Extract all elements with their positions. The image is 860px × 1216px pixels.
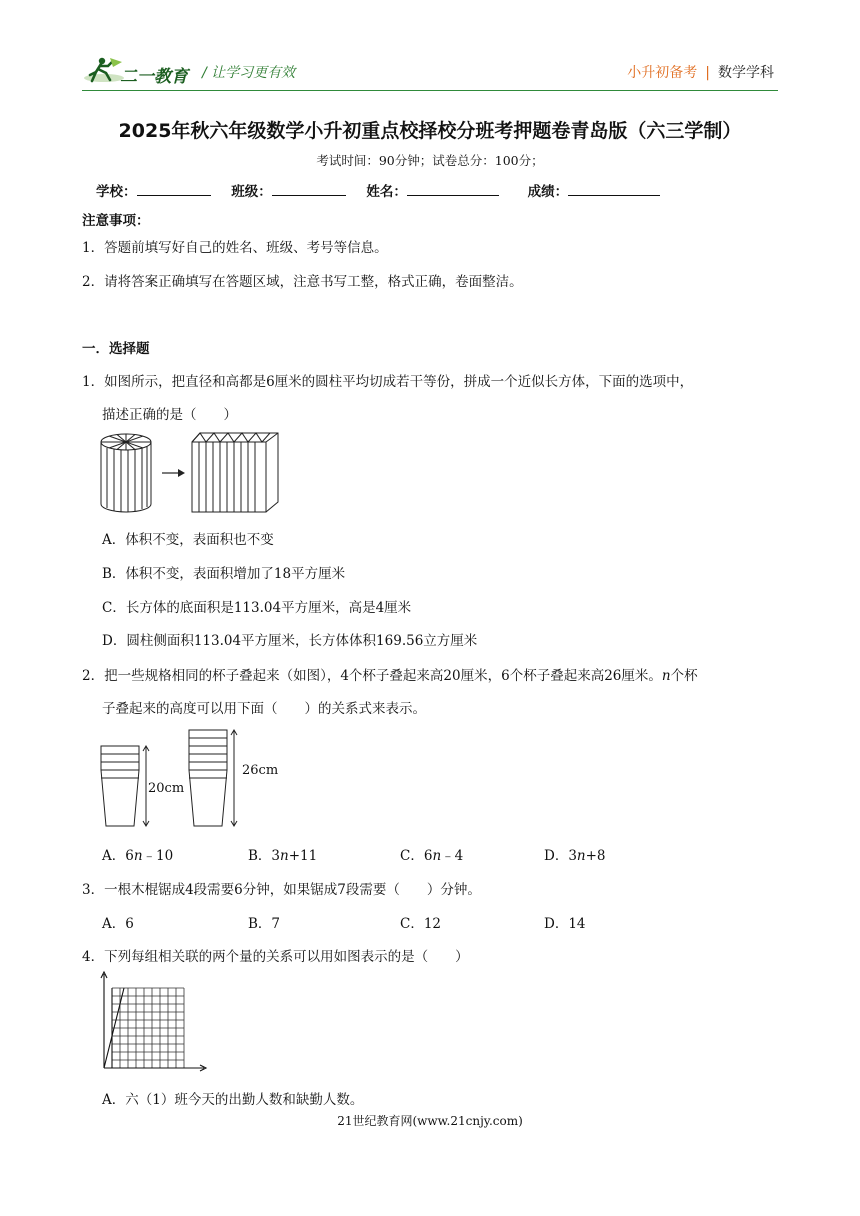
option-letter: B． xyxy=(248,848,272,864)
option-coef: 6 xyxy=(125,848,134,864)
question-3-stem: 3．一根木棍锯成4段需要6分钟，如果锯成7段需要（ ）分钟。 xyxy=(82,882,481,898)
question-2-stem-cont: 子叠起来的高度可以用下面（ ）的关系式来表示。 xyxy=(102,701,426,717)
class-label: 班级： xyxy=(231,184,272,200)
question-3-option-a[interactable]: A．6 xyxy=(102,916,134,932)
question-4-option-a[interactable]: A．六（1）班今天的出勤人数和缺勤人数。 xyxy=(102,1092,364,1108)
option-const: ﹣10 xyxy=(142,848,174,864)
question-2-option-a[interactable] xyxy=(102,844,173,864)
score-label: 成绩： xyxy=(527,184,569,200)
header-right xyxy=(627,62,774,82)
cups-4-height-label: 20cm xyxy=(148,781,185,796)
logo-text: 二一教育 xyxy=(120,67,188,87)
question-3-option-c[interactable]: C．12 xyxy=(400,916,442,932)
question-1-stem: 1．如图所示，把直径和高都是6厘米的圆柱平均切成若干等份，拼成一个近似长方体，下面的选项中， xyxy=(82,374,694,390)
question-1-stem-cont: 描述正确的是（ ） xyxy=(102,407,237,423)
notice-heading: 注意事项： xyxy=(82,213,150,229)
logo xyxy=(82,54,192,88)
question-3-option-d[interactable]: D．14 xyxy=(544,916,586,932)
school-label: 学校： xyxy=(96,184,137,200)
section-title: 一．选择题 xyxy=(82,341,150,357)
option-const: +11 xyxy=(288,848,318,864)
header-tag: 小升初备考 xyxy=(627,65,698,81)
cylinder-to-cuboid-figure xyxy=(96,428,286,520)
option-coef: 3 xyxy=(568,848,577,864)
question-1-option-c[interactable]: C．长方体的底面积是113.04平方厘米，高是4厘米 xyxy=(102,600,412,616)
option-const: ﹣4 xyxy=(441,848,464,864)
name-blank[interactable] xyxy=(407,183,499,196)
page-title: 2025年秋六年级数学小升初重点校择校分班考押题卷青岛版（六三学制） xyxy=(118,120,742,142)
question-1-option-d[interactable]: D．圆柱侧面积113.04平方厘米，长方体体积169.56立方厘米 xyxy=(102,633,478,649)
name-label: 姓名： xyxy=(366,184,407,200)
grid-graph-figure xyxy=(96,970,214,1080)
option-coef: 6 xyxy=(423,848,433,864)
score-blank[interactable] xyxy=(568,183,660,196)
question-2-variable: n xyxy=(661,668,671,684)
question-1-option-a[interactable]: A．体积不变，表面积也不变 xyxy=(102,532,274,548)
header-subject: 数学学科 xyxy=(718,65,774,81)
question-1-figure xyxy=(96,428,286,524)
school-blank[interactable] xyxy=(137,183,211,196)
option-var: n xyxy=(280,848,289,864)
question-2-option-b[interactable] xyxy=(248,844,317,864)
exam-info: 考试时间：90分钟；试卷总分：100分； xyxy=(316,153,544,168)
header-separator: | xyxy=(705,65,710,81)
question-3-option-b[interactable]: B．7 xyxy=(248,916,281,932)
question-2-stem-text: 2．把一些规格相同的杯子叠起来（如图），4个杯子叠起来高20厘米，6个杯子叠起来高26厘米。 xyxy=(82,668,662,684)
question-4-stem: 4．下列每组相关联的两个量的关系可以用如图表示的是（ ） xyxy=(82,949,469,965)
option-coef: 3 xyxy=(271,848,281,864)
student-info-fields xyxy=(96,180,660,200)
question-2-option-d[interactable] xyxy=(544,844,606,864)
question-4-figure xyxy=(96,970,214,1084)
option-var: n xyxy=(133,848,143,864)
option-var: n xyxy=(432,848,442,864)
option-letter: C． xyxy=(400,848,424,864)
option-const: +8 xyxy=(585,848,606,864)
question-2-stem-tail: 个杯 xyxy=(670,668,698,684)
option-var: n xyxy=(576,848,586,864)
header-divider xyxy=(82,90,778,91)
question-1-option-b[interactable]: B．体积不变，表面积增加了18平方厘米 xyxy=(102,566,346,582)
header-slogan: / 让学习更有效 xyxy=(202,65,296,81)
question-2-stem xyxy=(82,664,698,684)
cups-6-height-label: 26cm xyxy=(242,763,279,778)
question-2-option-c[interactable] xyxy=(400,844,463,864)
option-letter: A． xyxy=(102,848,126,864)
page-footer: 21世纪教育网(www.21cnjy.com) xyxy=(337,1114,523,1128)
option-letter: D． xyxy=(544,848,569,864)
stacked-cups-figure xyxy=(96,724,286,832)
question-2-figure xyxy=(96,724,286,836)
class-blank[interactable] xyxy=(272,183,346,196)
notice-item: 1．答题前填写好自己的姓名、班级、考号等信息。 xyxy=(82,240,388,256)
notice-item: 2．请将答案正确填写在答题区域，注意书写工整，格式正确，卷面整洁。 xyxy=(82,274,523,290)
